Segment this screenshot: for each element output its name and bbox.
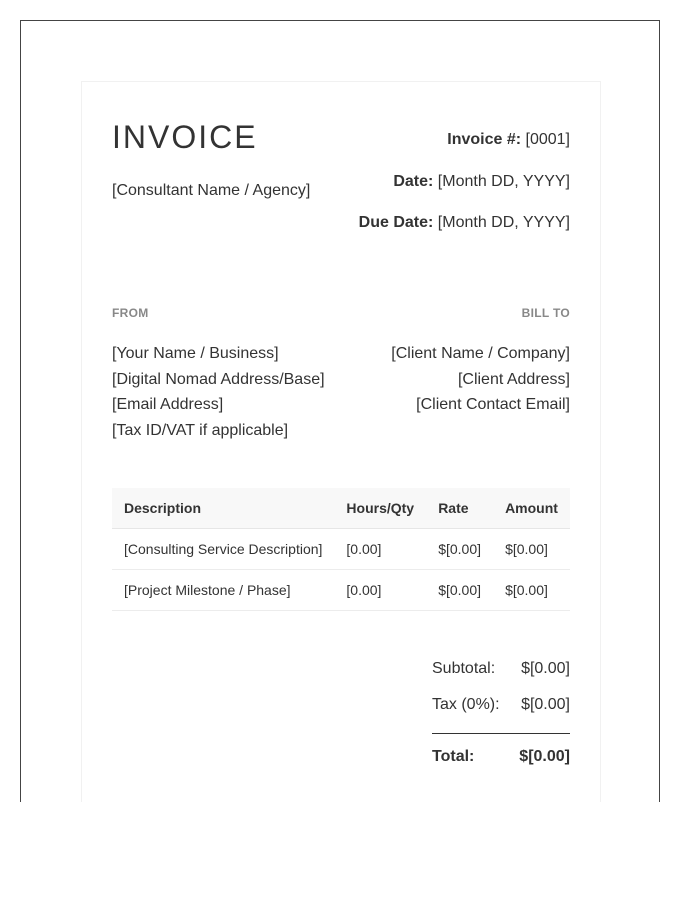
- from-line-address: [Digital Nomad Address/Base]: [112, 370, 325, 388]
- tax-value: $[0.00]: [521, 696, 570, 713]
- column-header-rate: Rate: [426, 488, 493, 529]
- bill-to-line-address: [Client Address]: [457, 370, 570, 388]
- total-value: $[0.00]: [519, 748, 570, 765]
- bill-to-address: [391, 341, 570, 418]
- invoice-number: [447, 130, 570, 150]
- column-header-amount: Amount: [493, 488, 570, 529]
- column-header-description: Description: [112, 488, 334, 529]
- cell-hours-qty: [0.00]: [334, 529, 426, 570]
- subtotal-value: $[0.00]: [521, 660, 570, 677]
- cell-hours-qty: [0.00]: [334, 570, 426, 611]
- table-row: [112, 529, 570, 570]
- invoice-number-value: [0001]: [525, 131, 570, 148]
- subtotal-row: [432, 656, 570, 682]
- total-row: [432, 744, 570, 770]
- from-label: FROM: [112, 306, 149, 320]
- invoice-date-value: [Month DD, YYYY]: [437, 173, 570, 190]
- total-label: Total:: [432, 748, 475, 765]
- column-header-hours-qty: Hours/Qty: [334, 488, 426, 529]
- tax-label: Tax (0%):: [432, 696, 500, 713]
- from-line-tax-id: [Tax ID/VAT if applicable]: [112, 421, 289, 439]
- bill-to-label: BILL TO: [521, 306, 570, 320]
- cell-description: [Project Milestone / Phase]: [112, 570, 334, 611]
- line-items-table: [112, 488, 570, 611]
- table-row: [112, 570, 570, 611]
- from-line-name: [Your Name / Business]: [112, 345, 279, 362]
- cell-amount: $[0.00]: [493, 529, 570, 570]
- cell-description: [Consulting Service Description]: [112, 529, 334, 570]
- invoice-date: [393, 172, 570, 192]
- cell-rate: $[0.00]: [426, 570, 493, 611]
- consultant-name: [Consultant Name / Agency]: [112, 182, 311, 199]
- bill-to-line-name: [Client Name / Company]: [391, 345, 570, 362]
- cell-amount: $[0.00]: [493, 570, 570, 611]
- tax-row: [432, 692, 570, 718]
- due-date: [359, 213, 570, 233]
- bill-to-line-email: [Client Contact Email]: [416, 396, 570, 413]
- from-line-email: [Email Address]: [112, 396, 224, 413]
- invoice-date-label: Date:: [393, 173, 434, 190]
- table-header-row: [112, 488, 570, 529]
- subtotal-label: Subtotal:: [432, 660, 496, 677]
- invoice-title: INVOICE: [112, 119, 258, 155]
- cell-rate: $[0.00]: [426, 529, 493, 570]
- from-address: [112, 341, 325, 443]
- invoice-number-label: Invoice #:: [447, 131, 522, 148]
- totals-divider: [432, 733, 570, 734]
- due-date-value: [Month DD, YYYY]: [437, 214, 570, 231]
- due-date-label: Due Date:: [358, 214, 434, 231]
